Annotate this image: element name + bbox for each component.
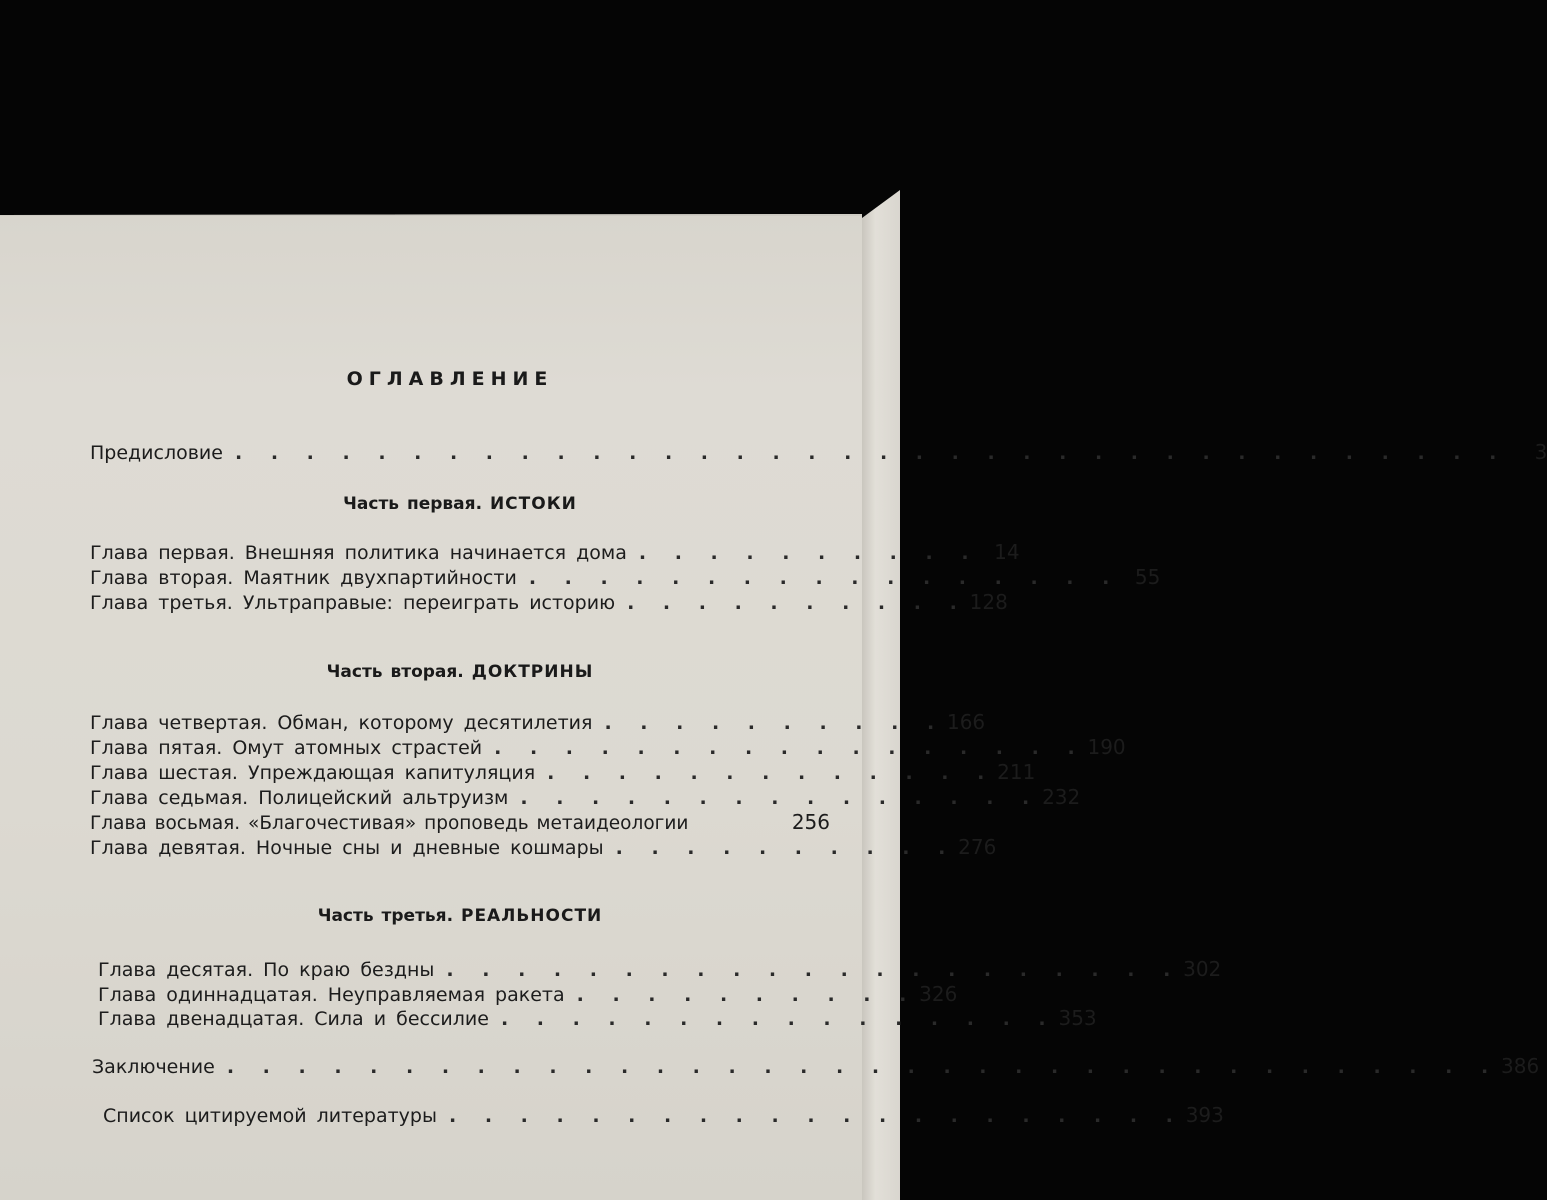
toc-entry-chapter-10 [98, 957, 1222, 981]
toc-entry-chapter-5 [90, 735, 1126, 759]
entry-label: Глава пятая. Омут атомных страстей [90, 737, 483, 759]
toc-entry-chapter-6 [90, 760, 1036, 784]
entry-label: Глава двенадцатая. Сила и бессилие [98, 1008, 489, 1030]
leader-dots: . . . . . . . . . . [604, 712, 946, 734]
book-page [0, 214, 862, 1200]
toc-title: ОГЛАВЛЕНИЕ [346, 368, 554, 390]
entry-page: 14 [994, 540, 1020, 564]
toc-entry-chapter-1 [90, 540, 1020, 564]
leader-dots: . . . . . . . . . . . . . . . . [500, 1008, 1057, 1030]
part-heading-3 [0, 906, 900, 926]
toc-entry-conclusion [92, 1054, 1540, 1078]
toc-entry-chapter-2 [90, 565, 1161, 589]
entry-label: Глава четвертая. Обман, которому десятилетия [90, 712, 593, 734]
entry-label: Глава восьмая. «Благочестивая» проповедь метаидеологии [90, 813, 689, 834]
leader-dots: . . . . . . . . . . . . . . . . . . . . . . . . . . . . . . . . . . . . [226, 1056, 1500, 1078]
toc-entry-chapter-11 [98, 982, 958, 1006]
entry-label: Глава седьмая. Полицейский альтруизм [90, 787, 509, 809]
entry-label: Глава третья. Ультраправые: переиграть историю [90, 592, 616, 614]
entry-label: Глава девятая. Ночные сны и дневные кошмары [90, 837, 604, 859]
leader-dots: . . . . . . . . . . . . . . . . . [494, 737, 1086, 759]
entry-label: Глава вторая. Маятник двухпартийности [90, 567, 517, 589]
entry-page: 276 [958, 835, 997, 859]
entry-label: Предисловие [90, 442, 223, 464]
entry-label: Список цитируемой литературы [103, 1105, 437, 1127]
toc-entry-chapter-4 [90, 710, 986, 734]
toc-entry-chapter-9 [90, 835, 997, 859]
part-prefix: Часть третья. [317, 906, 454, 926]
entry-page: 256 [791, 810, 830, 834]
entry-page: 326 [919, 982, 958, 1006]
entry-label: Глава первая. Внешняя политика начинается дома [90, 542, 627, 564]
toc-entry-preface [90, 440, 1547, 464]
entry-label: Глава десятая. По краю бездны [98, 959, 435, 981]
entry-page: 386 [1501, 1054, 1540, 1078]
toc-entry-chapter-7 [90, 785, 1081, 809]
toc-entry-bibliography [103, 1103, 1224, 1127]
leader-dots: . . . . . . . . . . [627, 592, 968, 614]
part-name: РЕАЛЬНОСТИ [460, 906, 603, 926]
entry-page: 3 [1534, 440, 1547, 464]
part-name: ДОКТРИНЫ [471, 662, 594, 682]
entry-page: 128 [969, 590, 1008, 614]
toc-entry-chapter-12 [98, 1006, 1097, 1030]
leader-dots: . . . . . . . . . . [615, 837, 957, 859]
entry-page: 55 [1134, 565, 1161, 589]
part-heading-2 [0, 662, 900, 682]
entry-label: Глава одиннадцатая. Неуправляемая ракета [98, 984, 565, 1006]
leader-dots: . . . . . . . . . . . . . . . . . . . . . . . . . . . . . . . . . . . . [234, 442, 1508, 464]
leader-dots: . . . . . . . . . . . . . . . . . . . . . [446, 959, 1182, 981]
entry-page: 353 [1058, 1006, 1097, 1030]
part-prefix: Часть первая. [343, 494, 483, 514]
leader-dots: . . . . . . . . . . . . . . . . . [528, 567, 1121, 589]
toc-entry-chapter-3 [90, 590, 1008, 614]
entry-label: Заключение [92, 1056, 215, 1078]
entry-page: 190 [1087, 735, 1126, 759]
part-name: ИСТОКИ [489, 494, 577, 514]
entry-label: Глава шестая. Упреждающая капитуляция [90, 762, 536, 784]
part-heading-1 [0, 494, 900, 514]
leader-dots: . . . . . . . . . . [638, 542, 980, 564]
part-prefix: Часть вторая. [326, 662, 464, 682]
entry-page: 393 [1185, 1103, 1224, 1127]
leader-dots: . . . . . . . . . . [576, 984, 918, 1006]
leader-dots: . . . . . . . . . . . . . [547, 762, 996, 784]
toc-entry-chapter-8 [90, 810, 830, 834]
entry-page: 211 [997, 760, 1036, 784]
page-edge [862, 190, 900, 1200]
leader-dots: . . . . . . . . . . . . . . . [520, 787, 1041, 809]
entry-page: 232 [1042, 785, 1081, 809]
entry-page: 166 [946, 710, 986, 734]
entry-page: 302 [1183, 957, 1222, 981]
leader-dots: . . . . . . . . . . . . . . . . . . . . . [449, 1105, 1184, 1127]
